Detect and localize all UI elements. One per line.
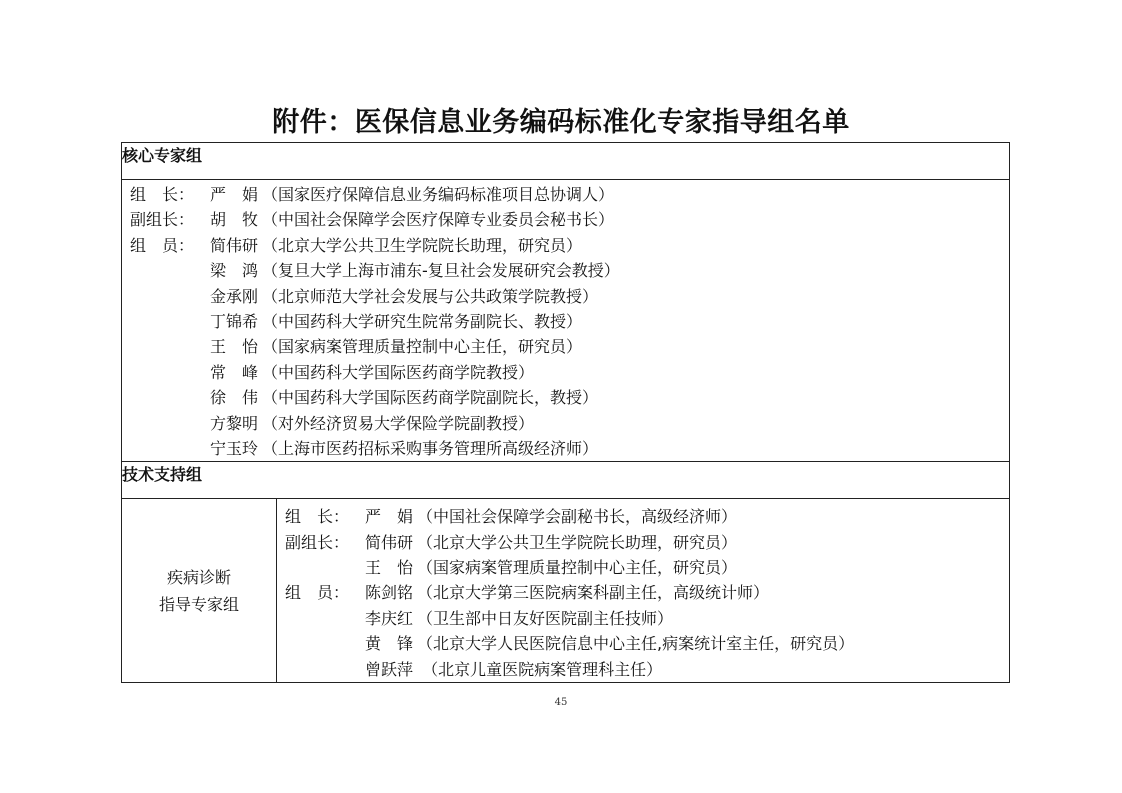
tech-member-line [285,657,1009,682]
member-name: 王 怡 [365,558,414,578]
member-affiliation: （中国社会保障学会副秘书长，高级经济师） [417,507,738,527]
tech-group-header-row [122,462,1010,499]
core-member-line [130,360,1009,385]
expert-roster-table [121,142,1010,683]
member-name: 严 娟 [365,507,414,527]
member-affiliation: （国家医疗保障信息业务编码标准项目总协调人） [262,185,615,204]
member-name: 陈剑铭 [365,583,414,603]
member-affiliation: （北京大学公共卫生学院院长助理，研究员） [417,532,738,552]
core-member-line [130,258,1009,283]
member-name: 金承刚 [210,286,259,306]
member-affiliation: （北京大学第三医院病案科副主任，高级统计师） [417,583,770,603]
subgroup-name-line1: 疾病诊断 [166,567,231,587]
core-member-line [130,182,1009,207]
member-name: 常 峰 [210,362,259,382]
member-affiliation: （中国药科大学国际医药商学院教授） [262,362,535,382]
member-name: 胡 牧 [210,210,259,230]
member-name: 丁锦希 [210,311,259,331]
member-name: 简伟研 [210,235,259,255]
core-group-header-row [122,143,1010,180]
member-role: 组 长： [285,507,350,527]
tech-member-line [285,580,1009,605]
member-affiliation: （北京大学公共卫生学院院长助理，研究员） [262,235,583,255]
member-affiliation: （北京师范大学社会发展与公共政策学院教授） [262,286,599,306]
member-affiliation: （对外经济贸易大学保险学院副教授） [262,413,535,433]
tech-member-line [285,530,1009,555]
page-number: 45 [554,697,568,708]
member-affiliation: （卫生部中日友好医院副主任技师） [417,608,674,628]
member-name: 曾跃萍 [365,659,414,679]
member-role: 副组长： [130,210,195,230]
subgroup-name-line2: 指导专家组 [158,594,239,614]
member-affiliation: （北京大学人民医院信息中心主任,病案统计室主任，研究员） [417,634,855,654]
tech-member-line [285,555,1009,580]
core-member-line [130,284,1009,309]
member-name: 李庆红 [365,608,414,628]
member-affiliation: （国家病案管理质量控制中心主任，研究员） [417,558,738,578]
tech-member-line [285,631,1009,656]
member-affiliation: （中国药科大学国际医药商学院副院长，教授） [262,388,599,408]
member-name: 宁玉玲 [210,438,259,458]
member-affiliation: （中国药科大学研究生院常务副院长、教授） [262,311,583,331]
subgroup-name [122,499,277,683]
member-role: 副组长： [285,532,350,552]
member-name: 梁 鸿 [210,261,259,281]
member-affiliation: （中国社会保障学会医疗保障专业委员会秘书长） [262,210,615,230]
member-name: 徐 伟 [210,388,259,408]
member-affiliation: （国家病案管理质量控制中心主任，研究员） [262,337,583,357]
member-affiliation: （上海市医药招标采购事务管理所高级经济师） [262,438,599,458]
member-name: 简伟研 [365,532,414,552]
member-role: 组 长： [130,185,195,204]
core-member-line [130,309,1009,334]
member-role: 组 员： [130,235,195,255]
core-member-line [130,385,1009,410]
core-group-row [122,180,1010,462]
member-name: 王 怡 [210,337,259,357]
member-role: 组 员： [285,583,350,603]
core-member-line [130,436,1009,461]
core-member-line [130,411,1009,436]
tech-group-members [277,499,1010,683]
member-name: 黄 锋 [365,634,414,654]
core-member-line [130,334,1009,359]
member-name: 方黎明 [210,413,259,433]
core-group-members [122,180,1010,462]
tech-member-line [285,606,1009,631]
tech-member-line [285,504,1009,529]
tech-group-row [122,499,1010,683]
core-member-line [130,207,1009,232]
member-affiliation: （复旦大学上海市浦东-复旦社会发展研究会教授） [262,261,620,281]
member-affiliation: （北京儿童医院病案管理科主任） [417,659,663,679]
tech-group-header: 技术支持组 [122,462,1010,499]
core-member-line [130,233,1009,258]
member-name: 严 娟 [210,185,259,204]
page-title: 附件：医保信息业务编码标准化专家指导组名单 [272,107,850,138]
core-group-header: 核心专家组 [122,143,1010,180]
